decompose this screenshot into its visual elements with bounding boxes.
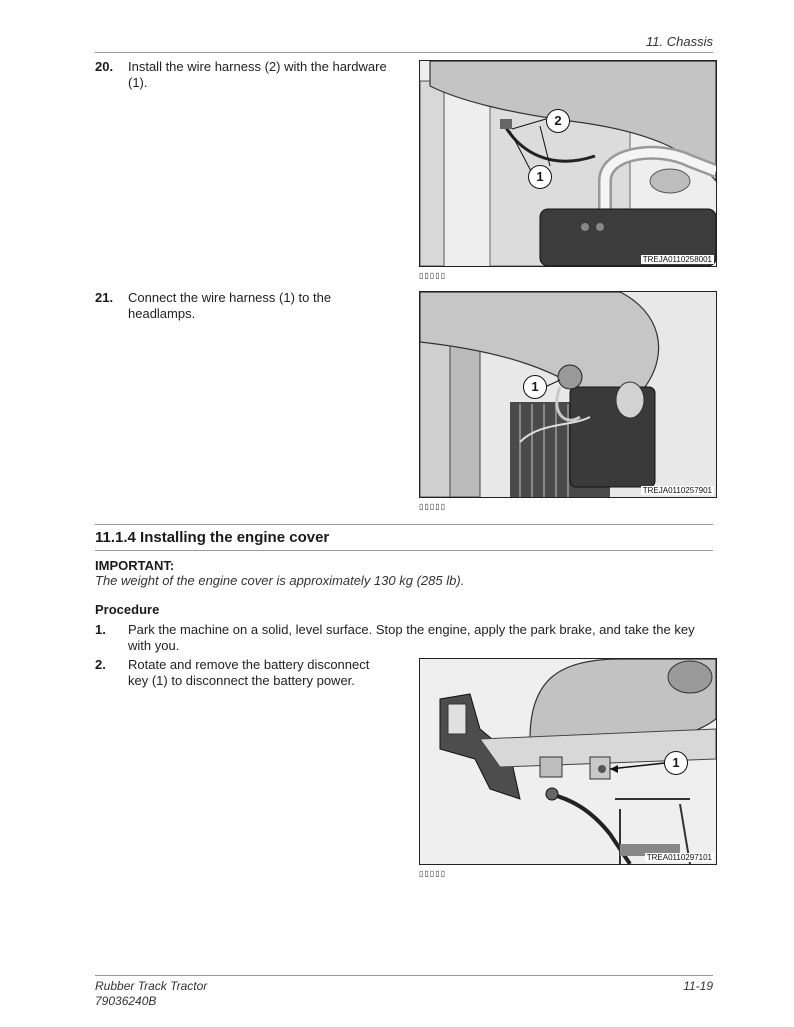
figure-code: TREJA0110257901 xyxy=(642,486,712,495)
header-section-title: 11. Chassis xyxy=(646,34,713,49)
figure-code: TREA0110297101 xyxy=(646,853,712,862)
callout-2: 2 xyxy=(546,109,570,133)
figure-caption: ▯▯▯▯▯ xyxy=(419,869,447,878)
callout-1: 1 xyxy=(523,375,547,399)
figure-code: TREJA0110258001 xyxy=(642,255,712,264)
footer-title: Rubber Track Tractor xyxy=(95,979,208,993)
procedure-step-2-text: Rotate and remove the battery disconnect key (1) to disconnect the battery power. xyxy=(128,657,370,688)
step-21-text: Connect the wire harness (1) to the headlamps. xyxy=(128,290,332,321)
section-bottom-divider xyxy=(95,550,713,551)
figure-caption: ▯▯▯▯▯ xyxy=(419,502,447,511)
procedure-step-2-number: 2. xyxy=(95,657,106,672)
section-top-divider xyxy=(95,524,713,525)
important-label: IMPORTANT: xyxy=(95,558,175,573)
footer-page-number: 11-19 xyxy=(683,979,713,993)
section-title: 11.1.4 Installing the engine cover xyxy=(95,529,330,546)
callout-1: 1 xyxy=(664,751,688,775)
procedure-label: Procedure xyxy=(95,602,160,617)
important-note: The weight of the engine cover is approximately 130 kg (285 lb). xyxy=(95,573,465,588)
step-21-number: 21. xyxy=(95,290,114,305)
figure-battery-disconnect xyxy=(419,658,717,865)
step-20-number: 20. xyxy=(95,59,114,74)
footer-divider xyxy=(95,975,713,976)
step-20-text: Install the wire harness (2) with the hardware (1). xyxy=(128,59,387,90)
callout-1: 1 xyxy=(528,165,552,189)
procedure-step-1-number: 1. xyxy=(95,622,106,637)
figure-headlamp-connection xyxy=(419,291,717,498)
figure-wire-harness-install xyxy=(419,60,717,267)
figure-illustration xyxy=(420,61,716,266)
header-divider xyxy=(95,52,713,53)
footer-doc-number: 79036240B xyxy=(95,994,157,1008)
figure-illustration xyxy=(420,292,716,497)
procedure-step-1-text: Park the machine on a solid, level surface. Stop the engine, apply the park brake, and take the key with you. xyxy=(128,622,695,653)
figure-caption: ▯▯▯▯▯ xyxy=(419,271,447,280)
